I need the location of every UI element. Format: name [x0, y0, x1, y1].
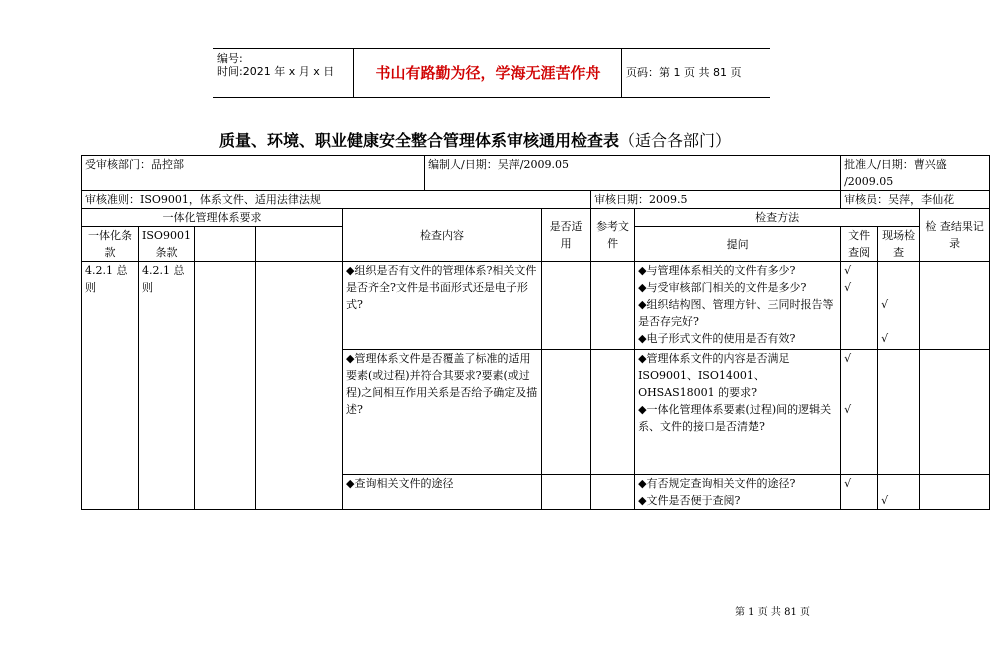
content-cell: ◆查询相关文件的途径: [343, 475, 542, 510]
file-review-cell: [841, 262, 878, 350]
table-row: [82, 262, 990, 350]
file-review-cell: [841, 475, 878, 510]
doc-time-label: 时间:2021 年 x 月 x 日: [217, 65, 335, 78]
audit-date: 审核日期：2009.5: [591, 191, 841, 209]
ref-file-header: 参考文件: [591, 209, 635, 262]
approver-date: 批准人/日期：曹兴盛 /2009.05: [841, 156, 990, 191]
audited-dept: 受审核部门：品控部: [82, 156, 425, 191]
question-cell: [635, 350, 841, 475]
check-mark: √: [844, 352, 852, 365]
header-doc-info: [217, 49, 353, 97]
question-header: 提问: [635, 227, 841, 262]
site-check-cell: [878, 475, 920, 510]
check-mark: √: [881, 298, 889, 311]
question-cell: [635, 475, 841, 510]
page-footer: 第 1 页 共 81 页: [735, 607, 810, 618]
check-mark: √: [881, 332, 889, 345]
page-header: [213, 48, 770, 98]
title-main: 质量、环境、职业健康安全整合管理体系审核通用检查表: [218, 131, 619, 150]
integ-clause-cell: 4.2.1 总则: [82, 262, 139, 510]
info-row-2: [82, 191, 990, 209]
file-review-header: 文件查阅: [841, 227, 878, 262]
question-item: ◆一体化管理体系要素(过程)间的逻辑关系、文件的接口是否清楚?: [638, 403, 832, 433]
question-item: ◆电子形式文件的使用是否有效?: [638, 332, 796, 345]
audit-criteria: 审核准则：ISO9001，体系文件、适用法律法规: [82, 191, 591, 209]
question-item: ◆与受审核部门相关的文件是多少?: [638, 281, 807, 294]
auditor: 审核员：吴萍，李仙花: [841, 191, 990, 209]
check-mark: √: [881, 494, 889, 507]
question-cell: [635, 262, 841, 350]
site-check-header: 现场检查: [878, 227, 920, 262]
applicable-header: 是否适用: [542, 209, 591, 262]
check-mark: √: [844, 477, 852, 490]
question-item: ◆有否规定查询相关文件的途径?: [638, 477, 796, 490]
check-mark: √: [844, 281, 852, 294]
header-motto: 书山有路勤为径，学海无涯苦作舟: [375, 64, 601, 82]
integ-clause-header: 一体化条款: [82, 227, 139, 262]
info-row-1: [82, 156, 990, 191]
column-header-row-1: [82, 209, 990, 227]
req-group-header: 一体化管理体系要求: [82, 209, 343, 227]
editor-date: 编制人/日期：吴萍/2009.05: [425, 156, 841, 191]
method-header: 检查方法: [635, 209, 920, 227]
question-item: ◆文件是否便于查阅?: [638, 494, 741, 507]
iso-clause-header: ISO9001条款: [139, 227, 195, 262]
content-cell: ◆组织是否有文件的管理体系?相关文件是否齐全?文件是书面形式还是电子形式?: [343, 262, 542, 350]
question-item: ◆与管理体系相关的文件有多少?: [638, 264, 796, 277]
check-mark: √: [844, 264, 852, 277]
title-sub: （适合各部门）: [619, 131, 732, 150]
result-header: 检 查结果记录: [920, 209, 990, 262]
question-item: ◆组织结构图、管理方针、三同时报告等是否存完好?: [638, 298, 834, 328]
content-header: 检查内容: [343, 209, 542, 262]
site-check-cell: [878, 262, 920, 350]
iso-clause-cell: 4.2.1 总则: [139, 262, 195, 510]
content-cell: ◆管理体系文件是否覆盖了标准的适用要素(或过程)并符合其要求?要素(或过程)之间相互作用关系是否给予确定及描述?: [343, 350, 542, 475]
check-mark: √: [844, 403, 852, 416]
file-review-cell: [841, 350, 878, 475]
question-item: ◆管理体系文件的内容是否满足 ISO9001、ISO14001、OHSAS18001 的要求?: [638, 352, 790, 399]
doc-number-label: 编号:: [217, 52, 243, 65]
checklist-table: [81, 155, 990, 510]
page-title: [0, 128, 950, 151]
header-page-number: 页码：第 1 页 共 81 页: [626, 66, 742, 79]
